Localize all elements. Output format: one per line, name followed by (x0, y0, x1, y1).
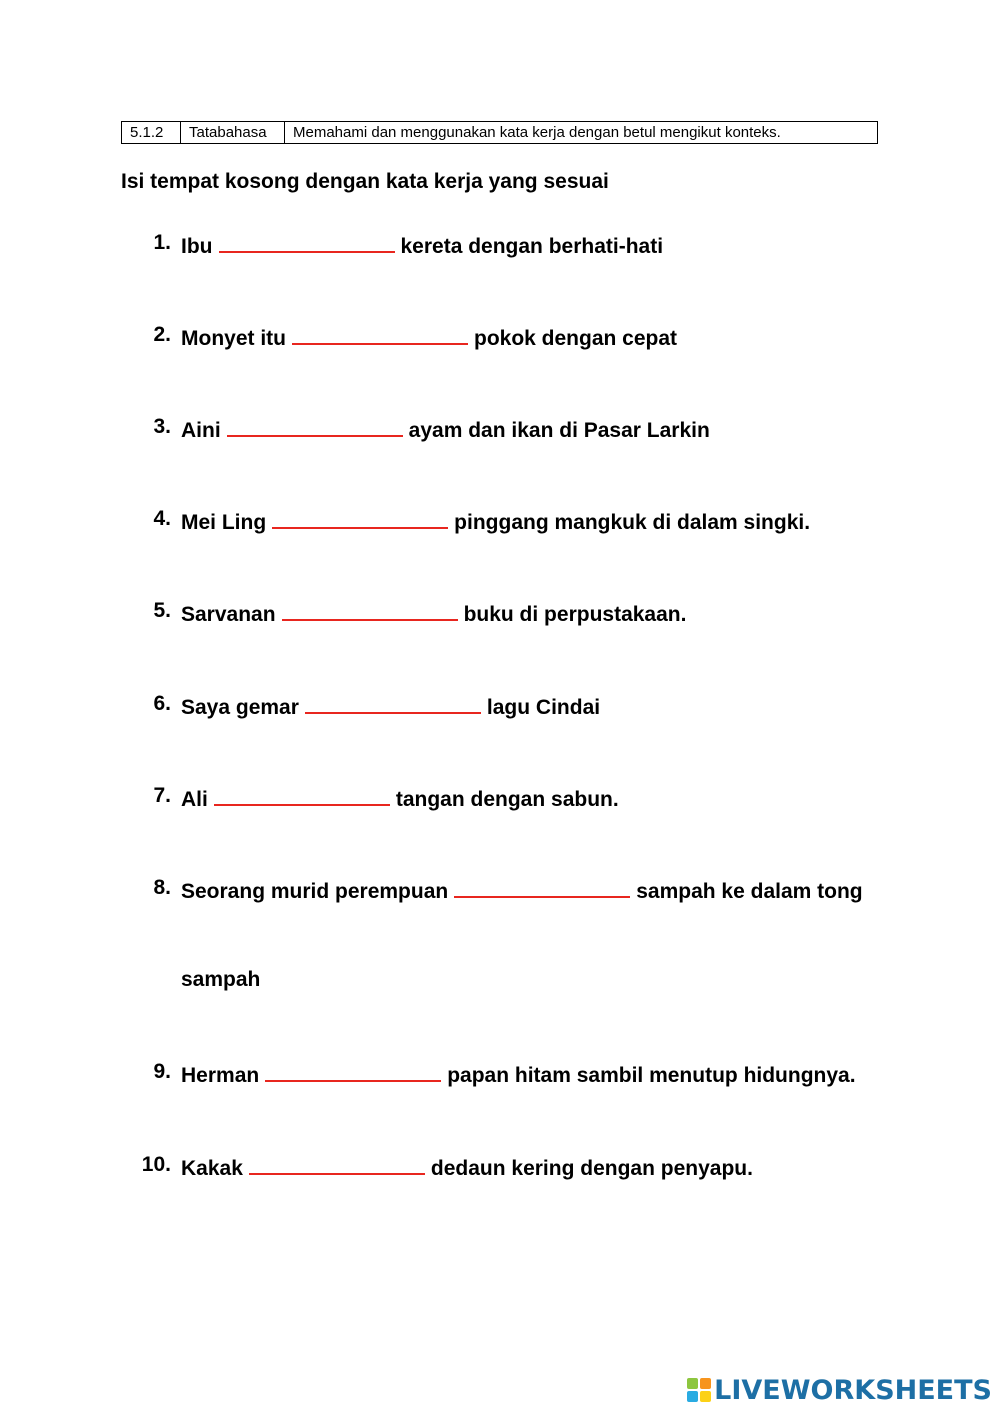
liveworksheets-logo-icon (687, 1378, 711, 1402)
logo-text: LIVEWORKSHEETS (714, 1374, 992, 1406)
question-text-before: Kakak (181, 1157, 243, 1180)
answer-blank[interactable] (249, 1153, 425, 1175)
question-item (0, 1060, 1000, 1090)
answer-blank[interactable] (282, 599, 458, 621)
question-item (0, 784, 1000, 814)
question-text-after: lagu Cindai (486, 696, 601, 719)
answer-blank[interactable] (305, 692, 481, 714)
question-item (0, 876, 1000, 906)
question-sentence (181, 599, 686, 627)
question-sentence (181, 1060, 856, 1088)
question-number: 8. (153, 876, 171, 899)
answer-blank[interactable] (454, 876, 630, 898)
question-sentence (181, 876, 863, 904)
question-item (0, 507, 1000, 537)
question-text-after: tangan dengan sabun. (395, 788, 619, 811)
answer-blank[interactable] (227, 415, 403, 437)
question-sentence (181, 231, 663, 259)
question-text-after: kereta dengan berhati-hati (400, 235, 664, 258)
question-text-before: Monyet itu (181, 327, 286, 350)
question-text-before: Ali (181, 788, 208, 811)
question-text-before: Saya gemar (181, 696, 299, 719)
question-text-after: dedaun kering dengan penyapu. (430, 1157, 753, 1180)
question-text-before: Mei Ling (181, 511, 267, 534)
instruction-heading: Isi tempat kosong dengan kata kerja yang sesuai (121, 170, 609, 193)
question-number: 10. (141, 1153, 171, 1176)
question-number: 4. (153, 507, 171, 530)
standard-row (122, 122, 878, 144)
question-text-after: pinggang mangkuk di dalam singki. (454, 511, 811, 534)
question-sentence (181, 507, 810, 535)
question-text-after: buku di perpustakaan. (463, 603, 687, 626)
question-number: 1. (153, 231, 171, 254)
standard-category: Tatabahasa (181, 122, 285, 144)
question-number: 5. (153, 599, 171, 622)
answer-blank[interactable] (265, 1060, 441, 1082)
question-text-after: papan hitam sambil menutup hidungnya. (447, 1064, 856, 1087)
answer-blank[interactable] (214, 784, 390, 806)
question-text-before: Sarvanan (181, 603, 276, 626)
question-number: 2. (153, 323, 171, 346)
question-sentence (181, 784, 619, 812)
question-sentence (181, 323, 677, 351)
question-number: 7. (153, 784, 171, 807)
question-continuation: sampah (181, 968, 261, 991)
standard-description: Memahami dan menggunakan kata kerja dengan betul mengikut konteks. (285, 122, 878, 144)
question-text-before: Seorang murid perempuan (181, 880, 449, 903)
question-text-before: Ibu (181, 235, 213, 258)
question-text-after: ayam dan ikan di Pasar Larkin (408, 419, 710, 442)
question-item (0, 415, 1000, 445)
question-item (0, 323, 1000, 353)
question-item (0, 1153, 1000, 1183)
answer-blank[interactable] (219, 231, 395, 253)
liveworksheets-logo (687, 1375, 992, 1405)
question-item (0, 231, 1000, 261)
question-text-after: sampah ke dalam tong (636, 880, 863, 903)
question-sentence (181, 692, 600, 720)
question-sentence (181, 415, 710, 443)
answer-blank[interactable] (272, 507, 448, 529)
question-number: 6. (153, 692, 171, 715)
question-sentence (181, 1153, 753, 1181)
question-number: 9. (153, 1060, 171, 1083)
standard-table (121, 121, 878, 144)
question-text-after: pokok dengan cepat (474, 327, 678, 350)
question-text-before: Aini (181, 419, 221, 442)
question-number: 3. (153, 415, 171, 438)
standard-code: 5.1.2 (122, 122, 181, 144)
question-text-before: Herman (181, 1064, 260, 1087)
question-item (0, 599, 1000, 629)
question-item (0, 692, 1000, 722)
answer-blank[interactable] (292, 323, 468, 345)
